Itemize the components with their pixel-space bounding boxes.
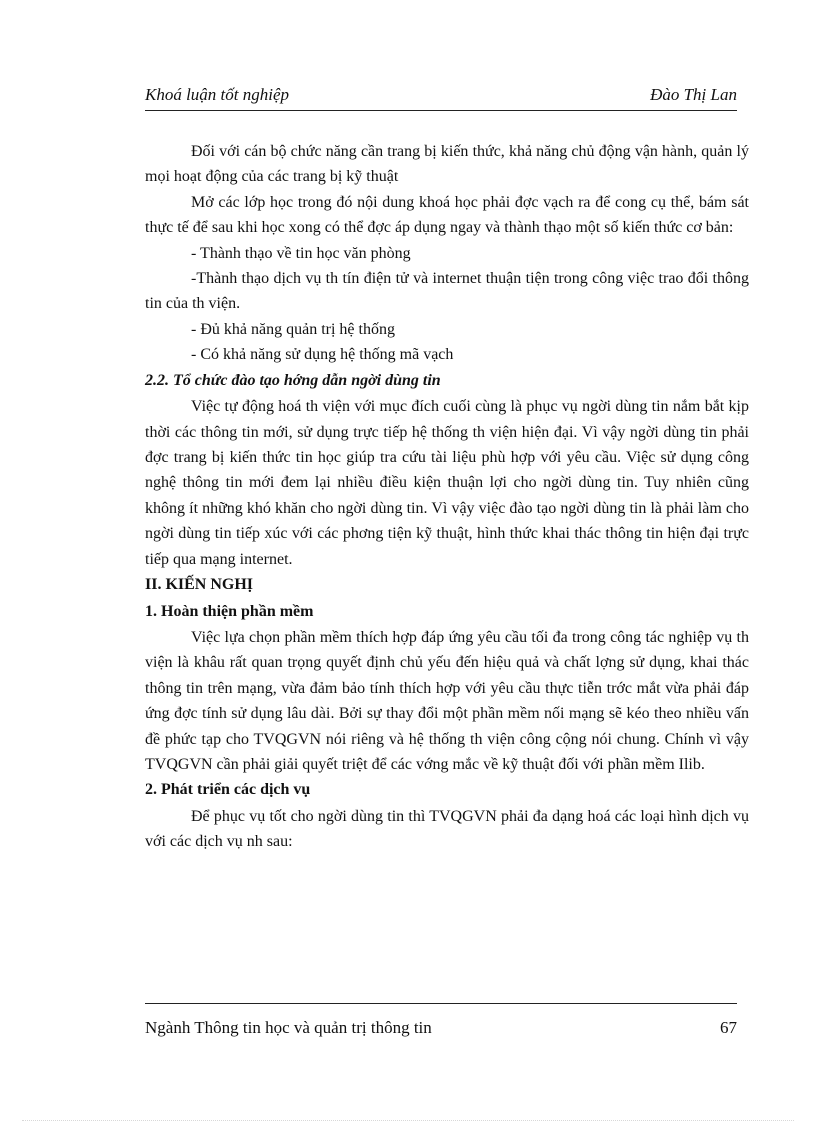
- header-author: Đào Thị Lan: [650, 85, 737, 104]
- paragraph: Việc tự động hoá th viện với mục đích cuối cùng là phục vụ ngời dùng tin nắm bắt kịp thời các thông tin mới, sử dụng trực tiếp hệ thống th viện hiện đại. Vì vậy ngời dùng tin phải đợc trang bị kiến thức tin học giúp tra cứu tài liệu phù hợp với yêu cầu. Việc sử dụng công nghệ thông tin mới đem lại nhiều điều kiện thuận lợi cho ngời dùng tin. Tuy nhiên cũng không ít những khó khăn cho ngời dùng tin. Vì vậy việc đào tạo ngời dùng tin là phải làm cho ngời dùng tin tiếp xúc với các phơng tiện kỹ thuật, hình thức khai thác thông tin hiện đại trực tiếp qua mạng internet.: [145, 398, 749, 568]
- paragraph: Để phục vụ tốt cho ngời dùng tin thì TVQGVN phải đa dạng hoá các loại hình dịch vụ với các dịch vụ nh sau:: [145, 807, 749, 851]
- header-thesis-title: Khoá luận tốt nghiệp: [145, 85, 290, 104]
- list-item: - Có khả năng sử dụng hệ thống mã vạch: [191, 346, 454, 364]
- footer-rule: [145, 1003, 737, 1004]
- section-heading-recommendations: II. KIẾN NGHỊ: [145, 576, 254, 593]
- paragraph: Việc lựa chọn phần mềm thích hợp đáp ứng yêu cầu tối đa trong công tác nghiệp vụ th viện là khâu rất quan trọng quyết định chủ yếu đến hiệu quả và chất lợng sử dụng, khai thác thông tin trên mạng, vừa đảm bảo tính thích hợp với yêu cầu thực tiễn trớc mắt vừa phải đáp ứng đợc tính sử dụng lâu dài. Bởi sự thay đổi một phần mềm nối mạng sẽ kéo theo nhiều vấn đề phức tạp cho TVQGVN nói riêng và hệ thống th viện công cộng nói chung. Chính vì vậy TVQGVN cần phải giải quyết triệt để các vớng mắc về kỹ thuật đối với phần mềm Ilib.: [145, 629, 749, 774]
- page-edge-divider: [22, 1120, 794, 1121]
- footer-department: Ngành Thông tin học và quản trị thông tin: [145, 1018, 432, 1037]
- page-footer: [145, 1017, 737, 1039]
- page-header: [145, 84, 737, 106]
- document-body: [145, 139, 749, 855]
- section-heading-2-2: 2.2. Tổ chức đào tạo hớng dẫn ngời dùng tin: [145, 371, 441, 389]
- section-heading-1: 1. Hoàn thiện phần mềm: [145, 602, 314, 620]
- section-heading-2: 2. Phát triển các dịch vụ: [145, 781, 311, 799]
- list-item: -Thành thạo dịch vụ th tín điện tử và internet thuận tiện trong công việc trao đổi thông tin của th viện.: [145, 270, 749, 313]
- header-rule: [145, 110, 737, 111]
- list-item: - Thành thạo về tin học văn phòng: [191, 244, 411, 262]
- list-item: - Đủ khả năng quản trị hệ thống: [191, 320, 395, 338]
- paragraph: Mở các lớp học trong đó nội dung khoá học phải đợc vạch ra để cong cụ thể, bám sát thực tế để sau khi học xong có thể đợc áp dụng ngay và thành thạo một số kiến thức cơ bản:: [145, 193, 749, 237]
- page-number: 67: [720, 1018, 737, 1037]
- paragraph: Đối với cán bộ chức năng cần trang bị kiến thức, khả năng chủ động vận hành, quản lý mọi hoạt động của các trang bị kỹ thuật: [145, 143, 749, 186]
